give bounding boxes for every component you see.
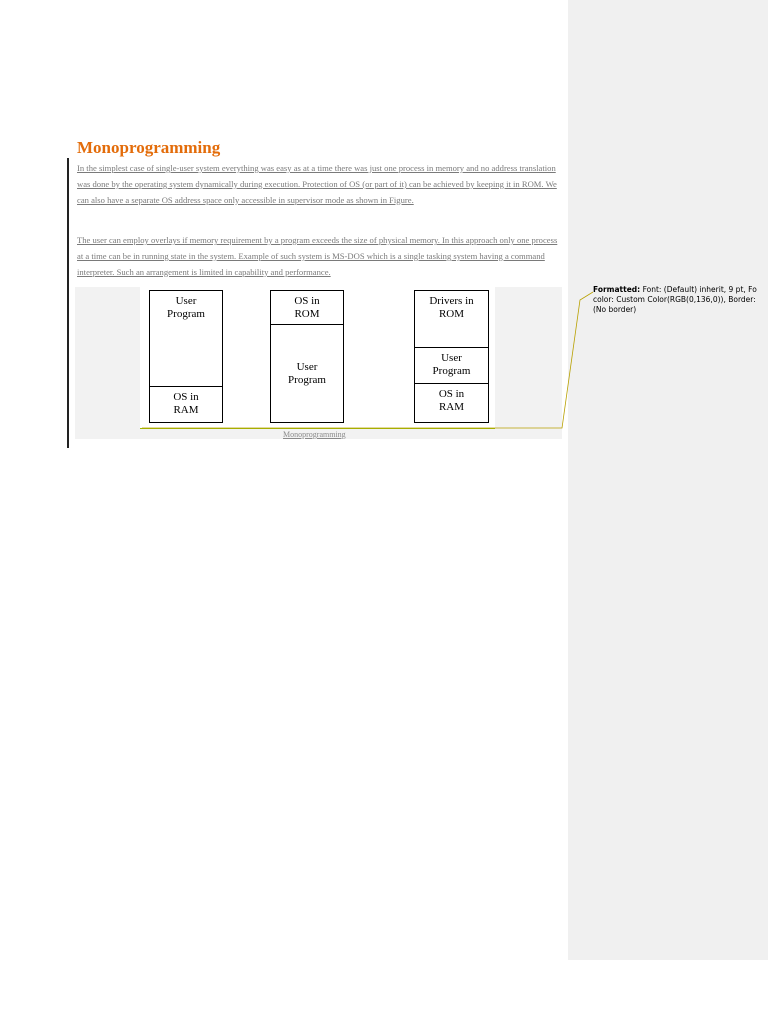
comment-pane	[568, 0, 768, 960]
memory-section: Drivers in ROM	[429, 295, 474, 320]
comment-label: Formatted:	[593, 285, 641, 294]
memory-layout-1	[149, 290, 223, 423]
memory-layout-3	[414, 290, 489, 423]
memory-section: User Program	[167, 295, 205, 320]
paragraph-2: The user can employ overlays if memory requirement by a program exceeds the size of physical memory. In this approach only one process at a time can be in running state in the system. Example of such system is MS-DOS which is a single tasking system having a command interpreter. Such an arrangement is limited in capability and performance.	[77, 235, 558, 277]
memory-section: OS in RAM	[150, 386, 222, 423]
change-bar	[67, 158, 69, 448]
comment-text-line: Font: (Default) inherit, 9 pt, Fo	[642, 285, 757, 294]
section-heading: Monoprogramming	[77, 138, 221, 157]
figure-rule	[140, 428, 495, 429]
memory-section: OS in RAM	[415, 383, 488, 423]
paragraph-1: In the simplest case of single-user system everything was easy as at a time there was just one process in memory and no address translation was done by the operating system dynamically during execution. Protection of OS (or part of it) can be achieved by keeping it in ROM. We can also have a separate OS address space only accessible in supervisor mode as shown in Figure.	[77, 163, 557, 205]
memory-section: User Program	[415, 347, 488, 383]
figure-image	[140, 287, 495, 429]
memory-section: User Program	[271, 324, 343, 423]
comment-text-line: color: Custom Color(RGB(0,136,0)), Border:	[593, 295, 756, 304]
memory-layout-2	[270, 290, 344, 423]
memory-section: OS in ROM	[294, 295, 320, 320]
comment-text-line: (No border)	[593, 305, 637, 314]
comment-balloon[interactable]	[593, 285, 768, 315]
figure-caption: Monoprogramming	[283, 430, 346, 439]
